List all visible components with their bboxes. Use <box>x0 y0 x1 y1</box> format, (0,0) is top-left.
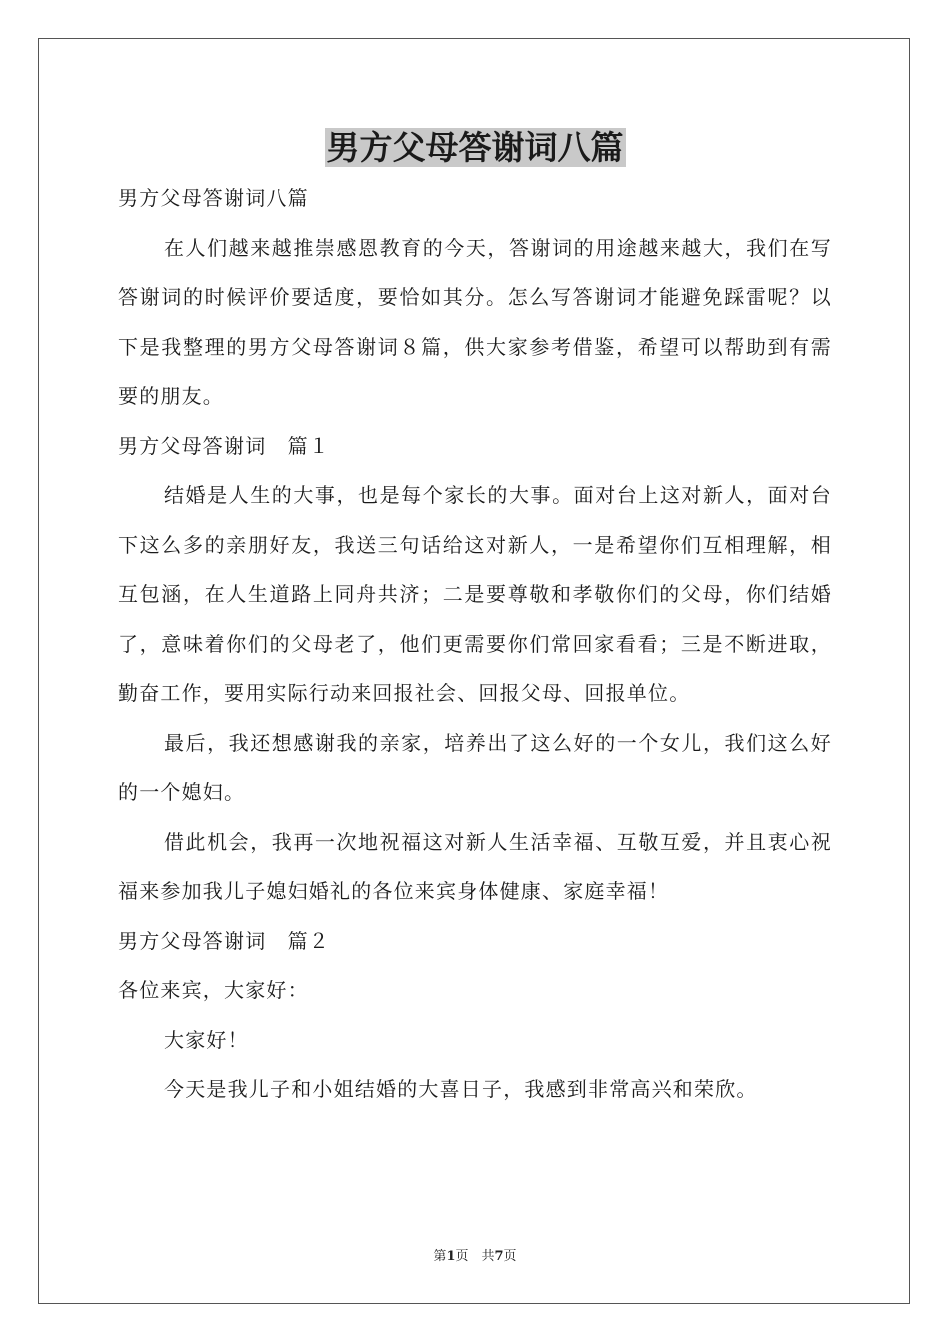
paragraph: 借此机会，我再一次地祝福这对新人生活幸福、互敬互爱，并且衷心祝福来参加我儿子媳妇婚礼的各位来宾身体健康、家庭幸福！ <box>118 829 832 903</box>
section-heading-2: 男方父母答谢词 篇２ <box>118 928 330 953</box>
paragraph: 结婚是人生的大事，也是每个家长的大事。面对台上这对新人，面对台下这么多的亲朋好友，我送三句话给这对新人，一是希望你们互相理解，相互包涵，在人生道路上同舟共济；二是要尊敬和孝敬你们的父母，你们结婚了，意味着你们的父母老了，他们更需要你们常回家看看；三是不断进取，勤奋工作，要用实际行动来回报社会、回报父母、回报单位。 <box>118 483 832 705</box>
document-title <box>0 126 950 170</box>
page-total: 7 <box>494 1249 504 1264</box>
page-current: 1 <box>446 1249 456 1264</box>
page-mid: 页 共 <box>455 1249 495 1264</box>
page-suffix: 页 <box>503 1249 517 1264</box>
section-heading-1: 男方父母答谢词 篇１ <box>118 433 330 458</box>
paragraph-subtitle: 男方父母答谢词八篇 <box>118 186 309 210</box>
document-body <box>118 174 832 1115</box>
paragraph-greeting: 各位来宾，大家好： <box>118 978 309 1002</box>
document-title-text: 男方父母答谢词八篇 <box>326 128 624 167</box>
paragraph: 大家好！ <box>164 1027 249 1052</box>
page-prefix: 第 <box>433 1249 447 1264</box>
paragraph-intro: 在人们越来越推崇感恩教育的今天，答谢词的用途越来越大，我们在写答谢词的时候评价要适度，要恰如其分。怎么写答谢词才能避免踩雷呢？以下是我整理的男方父母答谢词８篇，供大家参考借鉴，希望可以帮助到有需要的朋友。 <box>118 235 832 408</box>
paragraph: 最后，我还想感谢我的亲家，培养出了这么好的一个女儿，我们这么好的一个媳妇。 <box>118 730 832 804</box>
page-footer <box>0 1248 950 1266</box>
paragraph: 今天是我儿子和小姐结婚的大喜日子，我感到非常高兴和荣欣。 <box>164 1077 758 1101</box>
